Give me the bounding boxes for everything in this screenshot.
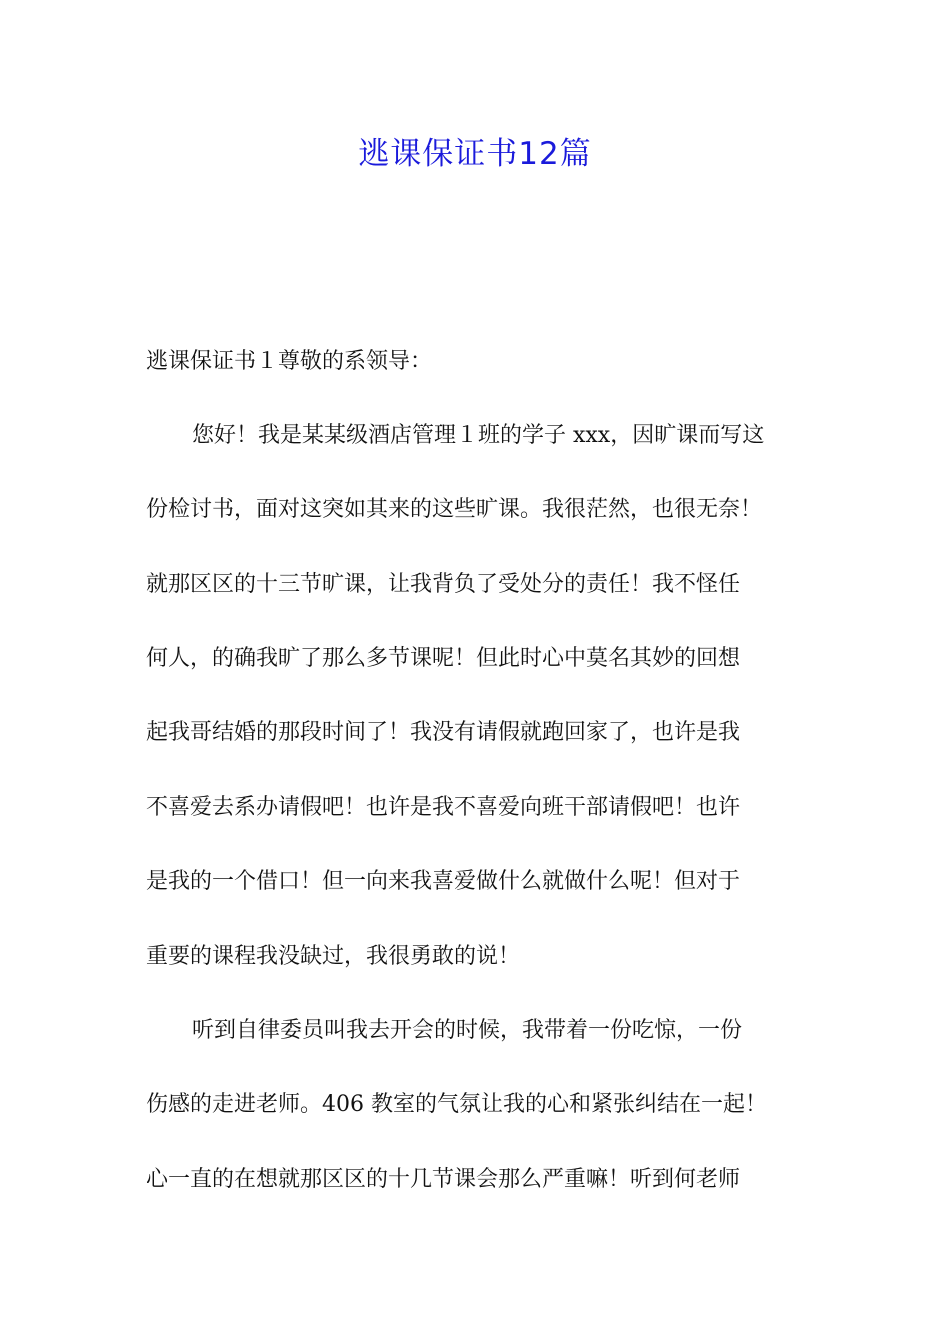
document-title: 逃课保证书12篇 xyxy=(358,136,592,172)
text-line: 是我的一个借口！但一向来我喜爱做什么就做什么呢！但对于 xyxy=(146,869,741,894)
text-line: 份检讨书，面对这突如其来的这些旷课。我很茫然，也很无奈！ xyxy=(146,497,763,522)
text-line: 何人，的确我旷了那么多节课呢！但此时心中莫名其妙的回想 xyxy=(146,646,741,671)
text-line: 伤感的走进老师。406 教室的气氛让我的心和紧张纠结在一起！ xyxy=(146,1092,767,1117)
text-line: 不喜爱去系办请假吧！也许是我不喜爱向班干部请假吧！也许 xyxy=(146,795,741,820)
text-line: 心一直的在想就那区区的十几节课会那么严重嘛！听到何老师 xyxy=(146,1167,741,1192)
text-line: 就那区区的十三节旷课，让我背负了受处分的责任！我不怪任 xyxy=(146,572,741,597)
text-line: 起我哥结婚的那段时间了！我没有请假就跑回家了，也许是我 xyxy=(146,720,741,745)
text-line: 听到自律委员叫我去开会的时候，我带着一份吃惊，一份 xyxy=(192,1018,743,1043)
text-line: 重要的课程我没缺过，我很勇敢的说！ xyxy=(146,944,521,969)
text-line: 您好！我是某某级酒店管理１班的学子 xxx，因旷课而写这 xyxy=(192,423,765,448)
text-line-salutation: 逃课保证书１尊敬的系领导： xyxy=(146,349,433,374)
